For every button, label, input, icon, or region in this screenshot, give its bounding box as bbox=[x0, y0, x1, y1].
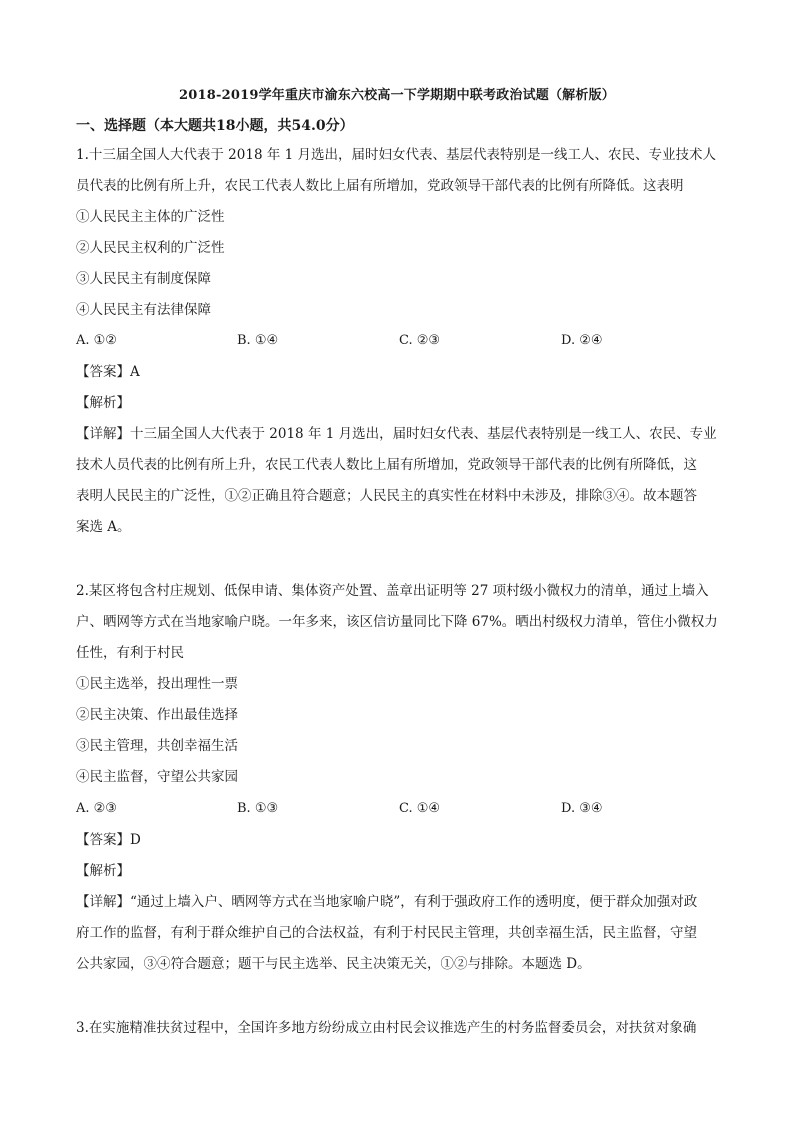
statement-1: ①人民民主主体的广泛性 bbox=[76, 209, 225, 225]
option-a: A. ①② bbox=[76, 333, 117, 348]
option-d: D. ②④ bbox=[561, 333, 603, 348]
section-heading: 一、选择题（本大题共18小题，共54.0分） bbox=[76, 118, 354, 134]
detail-line: 府工作的监督，有利于群众维护自己的合法权益，有利于村民民主管理，共创幸福生活，民主监督，守望 bbox=[76, 925, 697, 941]
statement-4: ④人民民主有法律保障 bbox=[76, 302, 211, 318]
detail-line: 表明人民民主的广泛性，①②正确且符合题意；人民民主的真实性在材料中未涉及，排除③④。故本题答 bbox=[76, 488, 697, 504]
statement-1: ①民主选举，投出理性一票 bbox=[76, 676, 238, 692]
option-c: C. ②③ bbox=[399, 333, 441, 348]
question-stem-line: 3.在实施精准扶贫过程中，全国许多地方纷纷成立由村民会议推选产生的村务监督委员会，对扶贫对象确 bbox=[76, 1020, 697, 1036]
analysis-label: 【解析】 bbox=[76, 863, 130, 879]
statement-2: ②民主决策、作出最佳选择 bbox=[76, 707, 238, 723]
option-b: B. ①③ bbox=[237, 801, 279, 816]
detail-line: 【详解】十三届全国人大代表于 2018 年 1 月选出，届时妇女代表、基层代表特别是一线工人、农民、专业 bbox=[76, 426, 717, 442]
answer-line: 【答案】D bbox=[76, 832, 141, 848]
analysis-label: 【解析】 bbox=[76, 395, 130, 411]
question-stem-line: 任性，有利于村民 bbox=[76, 645, 184, 661]
question-stem-line: 员代表的比例有所上升，农民工代表人数比上届有所增加，党政领导干部代表的比例有所降低。这表明 bbox=[76, 178, 684, 194]
question-stem-line: 2.某区将包含村庄规划、低保申请、集体资产处置、盖章出证明等 27 项村级小微权力的清单，通过上墙入 bbox=[76, 583, 709, 599]
statement-4: ④民主监督，守望公共家园 bbox=[76, 769, 238, 785]
detail-line: 案选 A。 bbox=[76, 519, 131, 535]
document-title: 2018-2019学年重庆市渝东六校高一下学期期中联考政治试题（解析版） bbox=[179, 88, 615, 103]
detail-line: 技术人员代表的比例有所上升，农民工代表人数比上届有所增加，党政领导干部代表的比例有所降低，这 bbox=[76, 457, 697, 473]
statement-3: ③人民民主有制度保障 bbox=[76, 271, 211, 287]
statement-2: ②人民民主权利的广泛性 bbox=[76, 240, 225, 256]
option-b: B. ①④ bbox=[237, 333, 279, 348]
option-c: C. ①④ bbox=[399, 801, 441, 816]
option-d: D. ③④ bbox=[561, 801, 603, 816]
detail-line: 【详解】“通过上墙入户、晒网等方式在当地家喻户晓”，有利于强政府工作的透明度，便于群众加强对政 bbox=[76, 894, 698, 910]
answer-line: 【答案】A bbox=[76, 364, 140, 380]
detail-line: 公共家园，③④符合题意；题干与民主选举、民主决策无关，①②与排除。本题选 D。 bbox=[76, 956, 591, 972]
question-stem-line: 户、晒网等方式在当地家喻户晓。一年多来，该区信访量同比下降 67%。晒出村级权力清单，管住小微权力 bbox=[76, 614, 718, 630]
statement-3: ③民主管理，共创幸福生活 bbox=[76, 738, 238, 754]
option-a: A. ②③ bbox=[76, 801, 117, 816]
question-stem-line: 1.十三届全国人大代表于 2018 年 1 月选出，届时妇女代表、基层代表特别是一线工人、农民、专业技术人 bbox=[76, 147, 716, 163]
